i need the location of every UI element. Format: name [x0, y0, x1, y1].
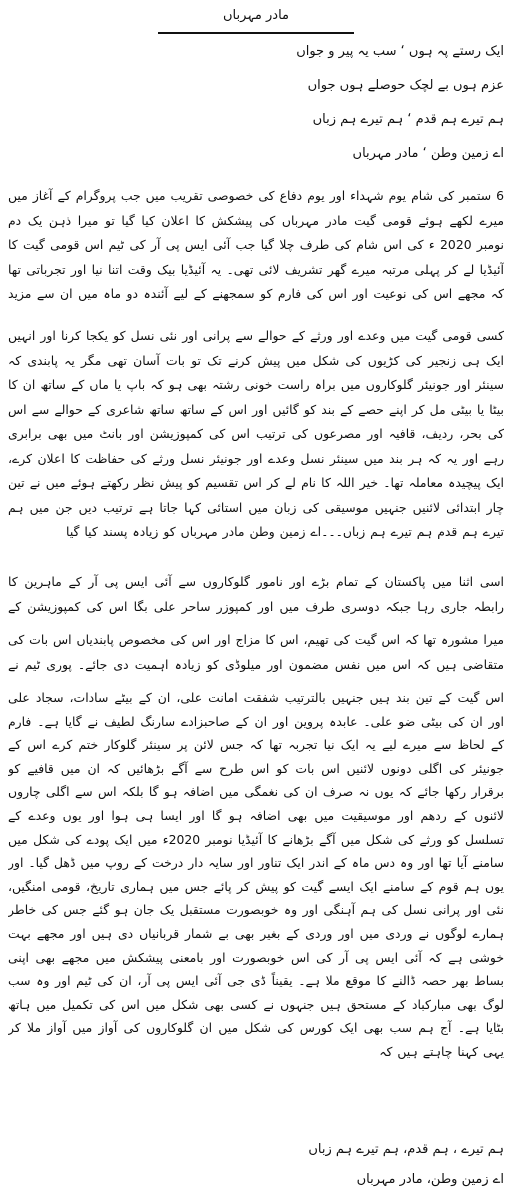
article-title: مادر مہرباں: [222, 8, 289, 23]
body-paragraph: 6 ستمبر کی شام یوم شہداء اور یوم دفاع کی خصوصی تقریب میں جب پروگرام کے آغاز میں میرے لکھے ہوئے قومی گیت مادر مہرباں کی پیشکش کا اعلان کیا گیا تو میرا ذہن یک دم نومبر 2020 ء کی اس شام کی طرف چلا گیا جب آئی ایس پی آر کی ٹیم اس قومی گیت کا آئیڈیا لے کر پہلی مرتبہ میرے گھر تشریف لائی تھی۔ یہ آئیڈیا بیک وقت اتنا نیا اور تجرباتی تھا کہ مجھے اس کی نوعیت اور اس کی فارم کو سمجھنے کے لیے آئندہ دو ماہ میں ان سے مزید: [8, 188, 504, 301]
opening-verse-line: عزم ہوں بے لچک حوصلے ہوں جواں: [307, 78, 504, 93]
body-paragraph: میرا مشورہ تھا کہ اس گیت کی تھیم، اس کا مزاج اور اس کی مخصوص پابندیاں اس بات کی متقاضی ہیں کہ اس میں نفس مضمون اور میلوڈی کو زیادہ اہمیت دی جائے۔ پوری ٹیم نے: [8, 632, 504, 672]
body-paragraph: کسی قومی گیت میں وعدے اور ورثے کے حوالے سے پرانی اور نئی نسل کو یکجا کرنا اور انہیں ایک ہی زنجیر کی کڑیوں کی شکل میں پیش کرنے تک تو بات آسان تھی مگر یہ پابندی کہ سینئر اور جونیئر گلوکاروں میں براہ راست خونی رشتہ بھی ہو کہ باپ یا ماں کے ساتھ ان کا بیٹا یا بیٹی مل کر اپنے حصے کے بند کو گائیں اور اس کے ساتھ ساتھ شاعری کے حوالے سے اس کی بحر، ردیف، قافیہ اور مصرعوں کی ترتیب اس کی کمپوزیشن اور بانٹ میں بھی برابری رہے اور یہ کہ ہر بند میں سینئر نسل وعدے اور جونیئر نسل ورثے کی حفاظت کا اعلان کرے، ایک پیچیدہ معاملہ تھا۔ خیر اللہ کا نام لے کر اس تقسیم کو پیش نظر رکھتے ہوئے میں نے تین چار ابتدائی لائنیں جنہیں موسیقی کی زبان میں استائی کہا جاتا ہے ترتیب دیں جن میں ہم تیرے ہم قدم ہم تیرے ہم زباں۔۔۔اے زمین وطن مادر مہرباں کو زیادہ پسند کیا گیا: [8, 328, 504, 539]
opening-verse-line: ایک رستے پہ ہوں ‘ سب یہ پیر و جواں: [296, 44, 504, 59]
closing-verse-line: ہم تیرے ، ہم قدم، ہم تیرے ہم زباں: [308, 1142, 504, 1157]
body-paragraph: اس گیت کے تین بند ہیں جنہیں بالترتیب شفقت امانت علی، ان کے بیٹے سادات، سجاد علی اور ان کی بیٹی ضو علی۔ عابدہ پروین اور ان کے صاحبزادے سارنگ لطیف نے گایا ہے۔ فارم کے لحاظ سے میرے لیے یہ ایک نیا تجربہ تھا کہ جس لائن پر سینئر گلوکار ختم کرے اس کے جونیئر کی اگلی دونوں لائنیں اس بات کو اس طرح سے آگے بڑھائیں کہ ان میں قافیے کو برقرار رکھا جائے کہ یوں نہ صرف ان کی نغمگی میں اضافہ ہو گا بلکہ اس سے اگلی چاروں لائنوں کے ردھم اور موسیقیت میں بھی اضافہ ہو گا اور ایسا ہی ہوا اور یوں وعدے کے تسلسل کو ورثے کی شکل میں آگے بڑھانے کا آئیڈیا نومبر 2020ء میں ایک پودے کی شکل میں سامنے آیا تھا اور وہ دس ماہ کے اندر ایک تناور اور سایہ دار درخت کے روپ میں ڈھل گیا۔ اور یوں ہم قوم کے سامنے ایک ایسے گیت کو پیش کر پائے جس میں ہماری تاریخ، قومی امنگیں، نئی اور پرانی نسل کی ہم آہنگی اور وہ خوبصورت مستقبل یک جان ہو گئے جس کی خاطر ہمارے لوگوں نے وردی میں اور وردی کے بغیر بھی بے شمار قربانیاں دی ہیں اور مجھے بہت خوشی ہے کہ آئی ایس پی آر کی اس خوبصورت اور بامعنی پیشکش میں مجھے بھی اپنی بساط بھر حصہ ڈالنے کا موقع ملا ہے۔ یقیناً ڈی جی آئی ایس پی آر، ان کی ٹیم اور وہ سب لوگ بھی مبارکباد کے مستحق ہیں جنہوں نے کسی بھی شکل میں اس کی تکمیل میں ہاتھ بٹایا ہے۔ آج ہم سب بھی ایک کورس کی شکل میں ان گلوکاروں کی آواز میں آواز ملا کر یہی کہنا چاہتے ہیں کہ: [8, 690, 504, 1059]
body-paragraph: اسی اثنا میں پاکستان کے تمام بڑے اور نامور گلوکاروں سے آئی ایس پی آر کے ماہرین کا رابطہ جاری رہا جبکہ دوسری طرف میں اور کمپوزر ساحر علی بگا اس کی کمپوزیشن کے: [8, 574, 504, 614]
opening-verse-line: ہم تیرے ہم قدم ‘ ہم تیرے ہم زباں: [312, 112, 504, 127]
opening-verse-line: اے زمین وطن ‘ مادر مہرباں: [352, 146, 504, 161]
closing-verse-line: اے زمین وطن، مادر مہرباں: [356, 1172, 504, 1187]
title-underline: [158, 32, 354, 34]
